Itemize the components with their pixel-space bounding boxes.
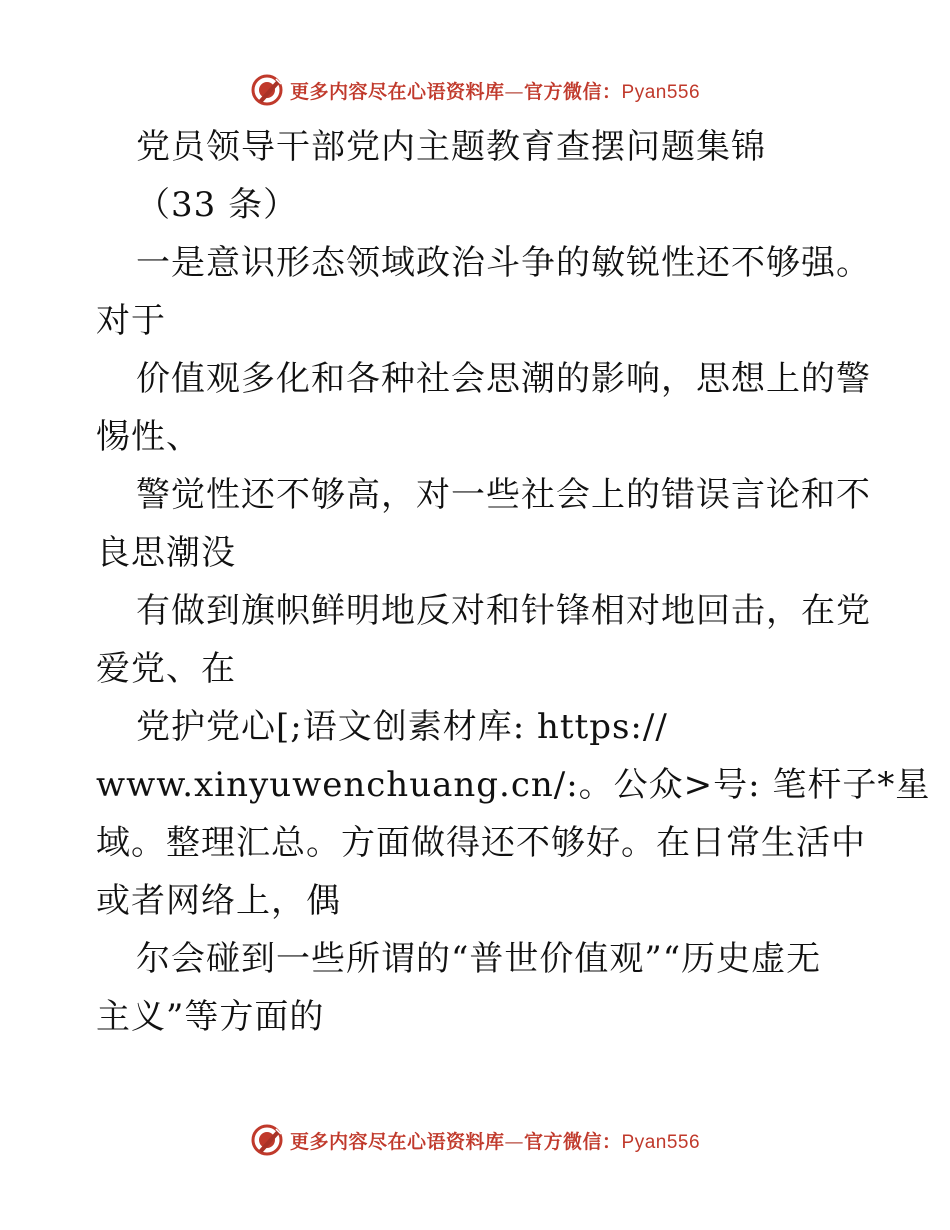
text-line: 一是意识形态领域政治斗争的敏锐性还不够强。	[136, 243, 871, 283]
document-title: 党员领导干部党内主题教育查摆问题集锦	[136, 127, 766, 167]
document-subtitle: （33 条）	[136, 185, 299, 225]
text-line: 主义”等方面的	[96, 997, 325, 1037]
watermark-text: 更多内容尽在心语资料库—官方微信：Pyan556	[289, 80, 701, 103]
watermark-text: 更多内容尽在心语资料库—官方微信：Pyan556	[289, 1130, 701, 1153]
document-body	[96, 118, 931, 1046]
text-line: 或者网络上，偶	[96, 881, 341, 921]
text-line: 对于	[96, 301, 166, 341]
text-line: 党护党心[;语文创素材库: https://	[136, 707, 668, 747]
text-line: 良思潮没	[96, 533, 236, 573]
text-line: 警觉性还不够高，对一些社会上的错误言论和不	[136, 475, 871, 515]
text-line: 价值观多化和各种社会思潮的影响，思想上的警	[136, 359, 871, 399]
footer-watermark	[0, 1120, 950, 1160]
text-line: 域。整理汇总。方面做得还不够好。在日常生活中	[96, 823, 866, 863]
red-pen-seal-icon	[250, 73, 284, 107]
text-line: 惕性、	[96, 417, 201, 457]
text-line: 爱党、在	[96, 649, 236, 689]
text-line: www.xinyuwenchuang.cn/:。公众>号: 笔杆子*星	[96, 765, 931, 805]
header-watermark	[0, 70, 950, 110]
text-line: 有做到旗帜鲜明地反对和针锋相对地回击，在党	[136, 591, 871, 631]
red-pen-seal-icon	[250, 1123, 284, 1157]
text-line: 尔会碰到一些所谓的“普世价值观”“历史虚无	[136, 939, 822, 979]
